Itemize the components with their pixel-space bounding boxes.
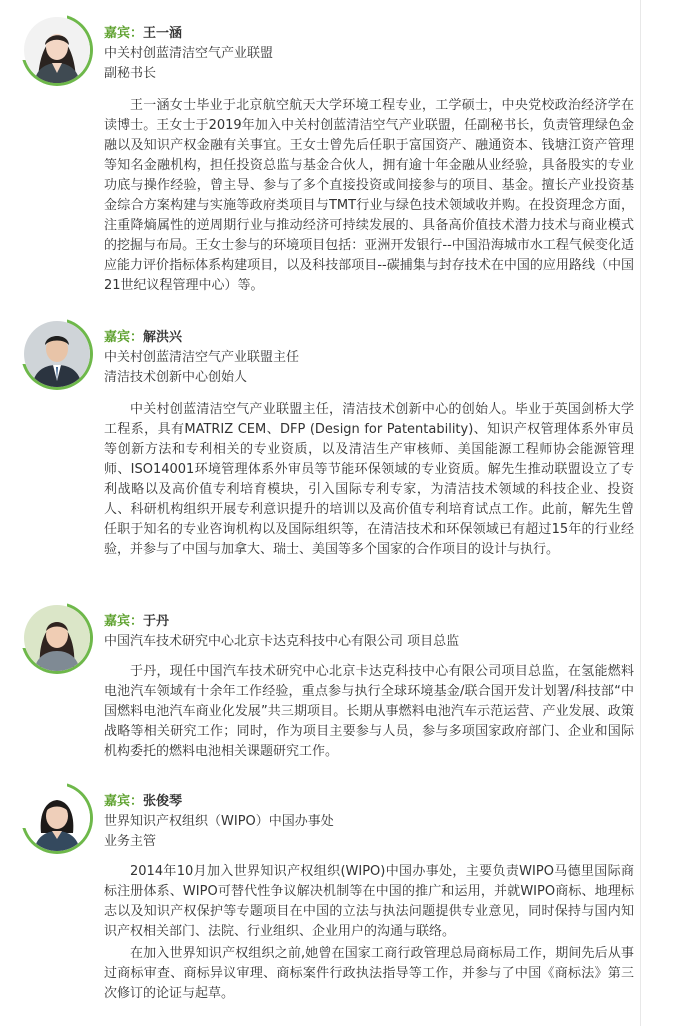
guest-label: 嘉宾：	[104, 330, 144, 345]
guest-avatar	[21, 14, 93, 86]
guest-label: 嘉宾：	[104, 614, 144, 629]
guest-photo	[24, 785, 90, 851]
guest-label: 嘉宾：	[104, 794, 144, 809]
guest-header	[104, 612, 459, 652]
guest-org: 中关村创蓝清洁空气产业联盟	[104, 46, 274, 61]
right-divider	[640, 0, 641, 1026]
guest-name: 王一涵	[143, 26, 183, 41]
guest-name: 张俊琴	[143, 794, 183, 809]
guest-header	[104, 328, 299, 388]
guest-header	[104, 24, 273, 84]
guest-position: 清洁技术创新中心创始人	[104, 370, 248, 385]
guest-avatar	[21, 602, 93, 674]
guest-bio: 中关村创蓝清洁空气产业联盟主任，清洁技术创新中心的创始人。毕业于英国剑桥大学工程系，具有MATRIZ CEM、DFP (Design for Patentability)、知识产权管理体系外审员等创新方法和专利相关的专业资质，以及清洁生产审核师、美国能源工程师协会能源管理师、ISO14001环境管理体系外审员等节能环保领域的专业资质。解先生推动联盟设立了专利战略以及高价值专利培育模块，引入国际专利专家，为清洁技术领域的科技企业、投资人、科研机构组织开展专利意识提升的培训以及高价值专利培育试点工作。此前，解先生曾任职于知名的专业咨询机构以及国际组织等，在清洁技术和环保领域已有超过15年的行业经验，并参与了中国与加拿大、瑞士、美国等多个国家的合作项目的设计与执行。	[104, 402, 634, 557]
guest-org: 中国汽车技术研究中心北京卡达克科技中心有限公司 项目总监	[104, 634, 460, 649]
guest-avatar	[21, 318, 93, 390]
guest-org: 世界知识产权组织（WIPO）中国办事处	[104, 814, 334, 829]
guest-label: 嘉宾：	[104, 26, 144, 41]
guest-header	[104, 792, 334, 852]
guest-bio-paragraph-2: 在加入世界知识产权组织之前,她曾在国家工商行政管理总局商标局工作，期间先后从事过商标审查、商标异议审理、商标案件行政执法指导等工作，并参与了中国《商标法》第三次修订的论证与起草。	[104, 946, 634, 1001]
guest-position: 副秘书长	[104, 66, 157, 81]
guest-bio: 王一涵女士毕业于北京航空航天大学环境工程专业，工学硕士，中央党校政治经济学在读博士。王女士于2019年加入中关村创蓝清洁空气产业联盟，任副秘书长，负责管理绿色金融以及知识产权金融有关事宜。王女士曾先后任职于富国资产、融通资本、钱塘江资产管理等知名金融机构，担任投资总监与基金合伙人，拥有逾十年金融从业经验，具备股实的专业功底与操作经验，曾主导、参与了多个直接投资或间接参与的项目、基金。擅长产业投资基金综合方案构建与实施等政府类项目与TMT行业与绿色技术领域收并购。在投资理念方面，注重降熵属性的逆周期行业与推动经济可持续发展的、具备高价值技术潜力技术与商业模式的挖掘与布局。王女士参与的环境项目包括：亚洲开发银行--中国沿海城市水工程气候变化适应能力评价指标体系构建项目，以及科技部项目--碳捕集与封存技术在中国的应用路线（中国21世纪议程管理中心）等。	[104, 98, 634, 293]
guest-bio: 2014年10月加入世界知识产权组织(WIPO)中国办事处，主要负责WIPO马德里国际商标注册体系、WIPO可替代性争议解决机制等在中国的推广和运用，并就WIPO商标、地理标志以及知识产权保护等专题项目在中国的立法与执法问题提供专业意见，同时保持与国内知识产权相关部门、法院、行业组织、企业用户的沟通与联络。	[104, 864, 634, 939]
portrait-image	[24, 17, 90, 83]
guest-photo	[24, 605, 90, 671]
portrait-image	[24, 321, 90, 387]
guest-photo	[24, 17, 90, 83]
guest-bio: 于丹，现任中国汽车技术研究中心北京卡达克科技中心有限公司项目总监，在氢能燃料电池汽车领域有十余年工作经验，重点参与执行全球环境基金/联合国开发计划署/科技部“中国燃料电池汽车商业化发展”共三期项目。长期从事燃料电池汽车示范运营、产业发展、政策战略等相关研究工作；同时，作为项目主要参与人员，参与多项国家政府部门、企业和国际机构委托的燃料电池相关课题研究工作。	[104, 664, 634, 759]
guest-org: 中关村创蓝清洁空气产业联盟主任	[104, 350, 300, 365]
portrait-image	[24, 605, 90, 671]
guest-photo	[24, 321, 90, 387]
guest-name: 解洪兴	[143, 330, 183, 345]
guest-position: 业务主管	[104, 834, 157, 849]
guest-avatar	[21, 782, 93, 854]
guest-name: 于丹	[143, 614, 170, 629]
portrait-image	[24, 785, 90, 851]
